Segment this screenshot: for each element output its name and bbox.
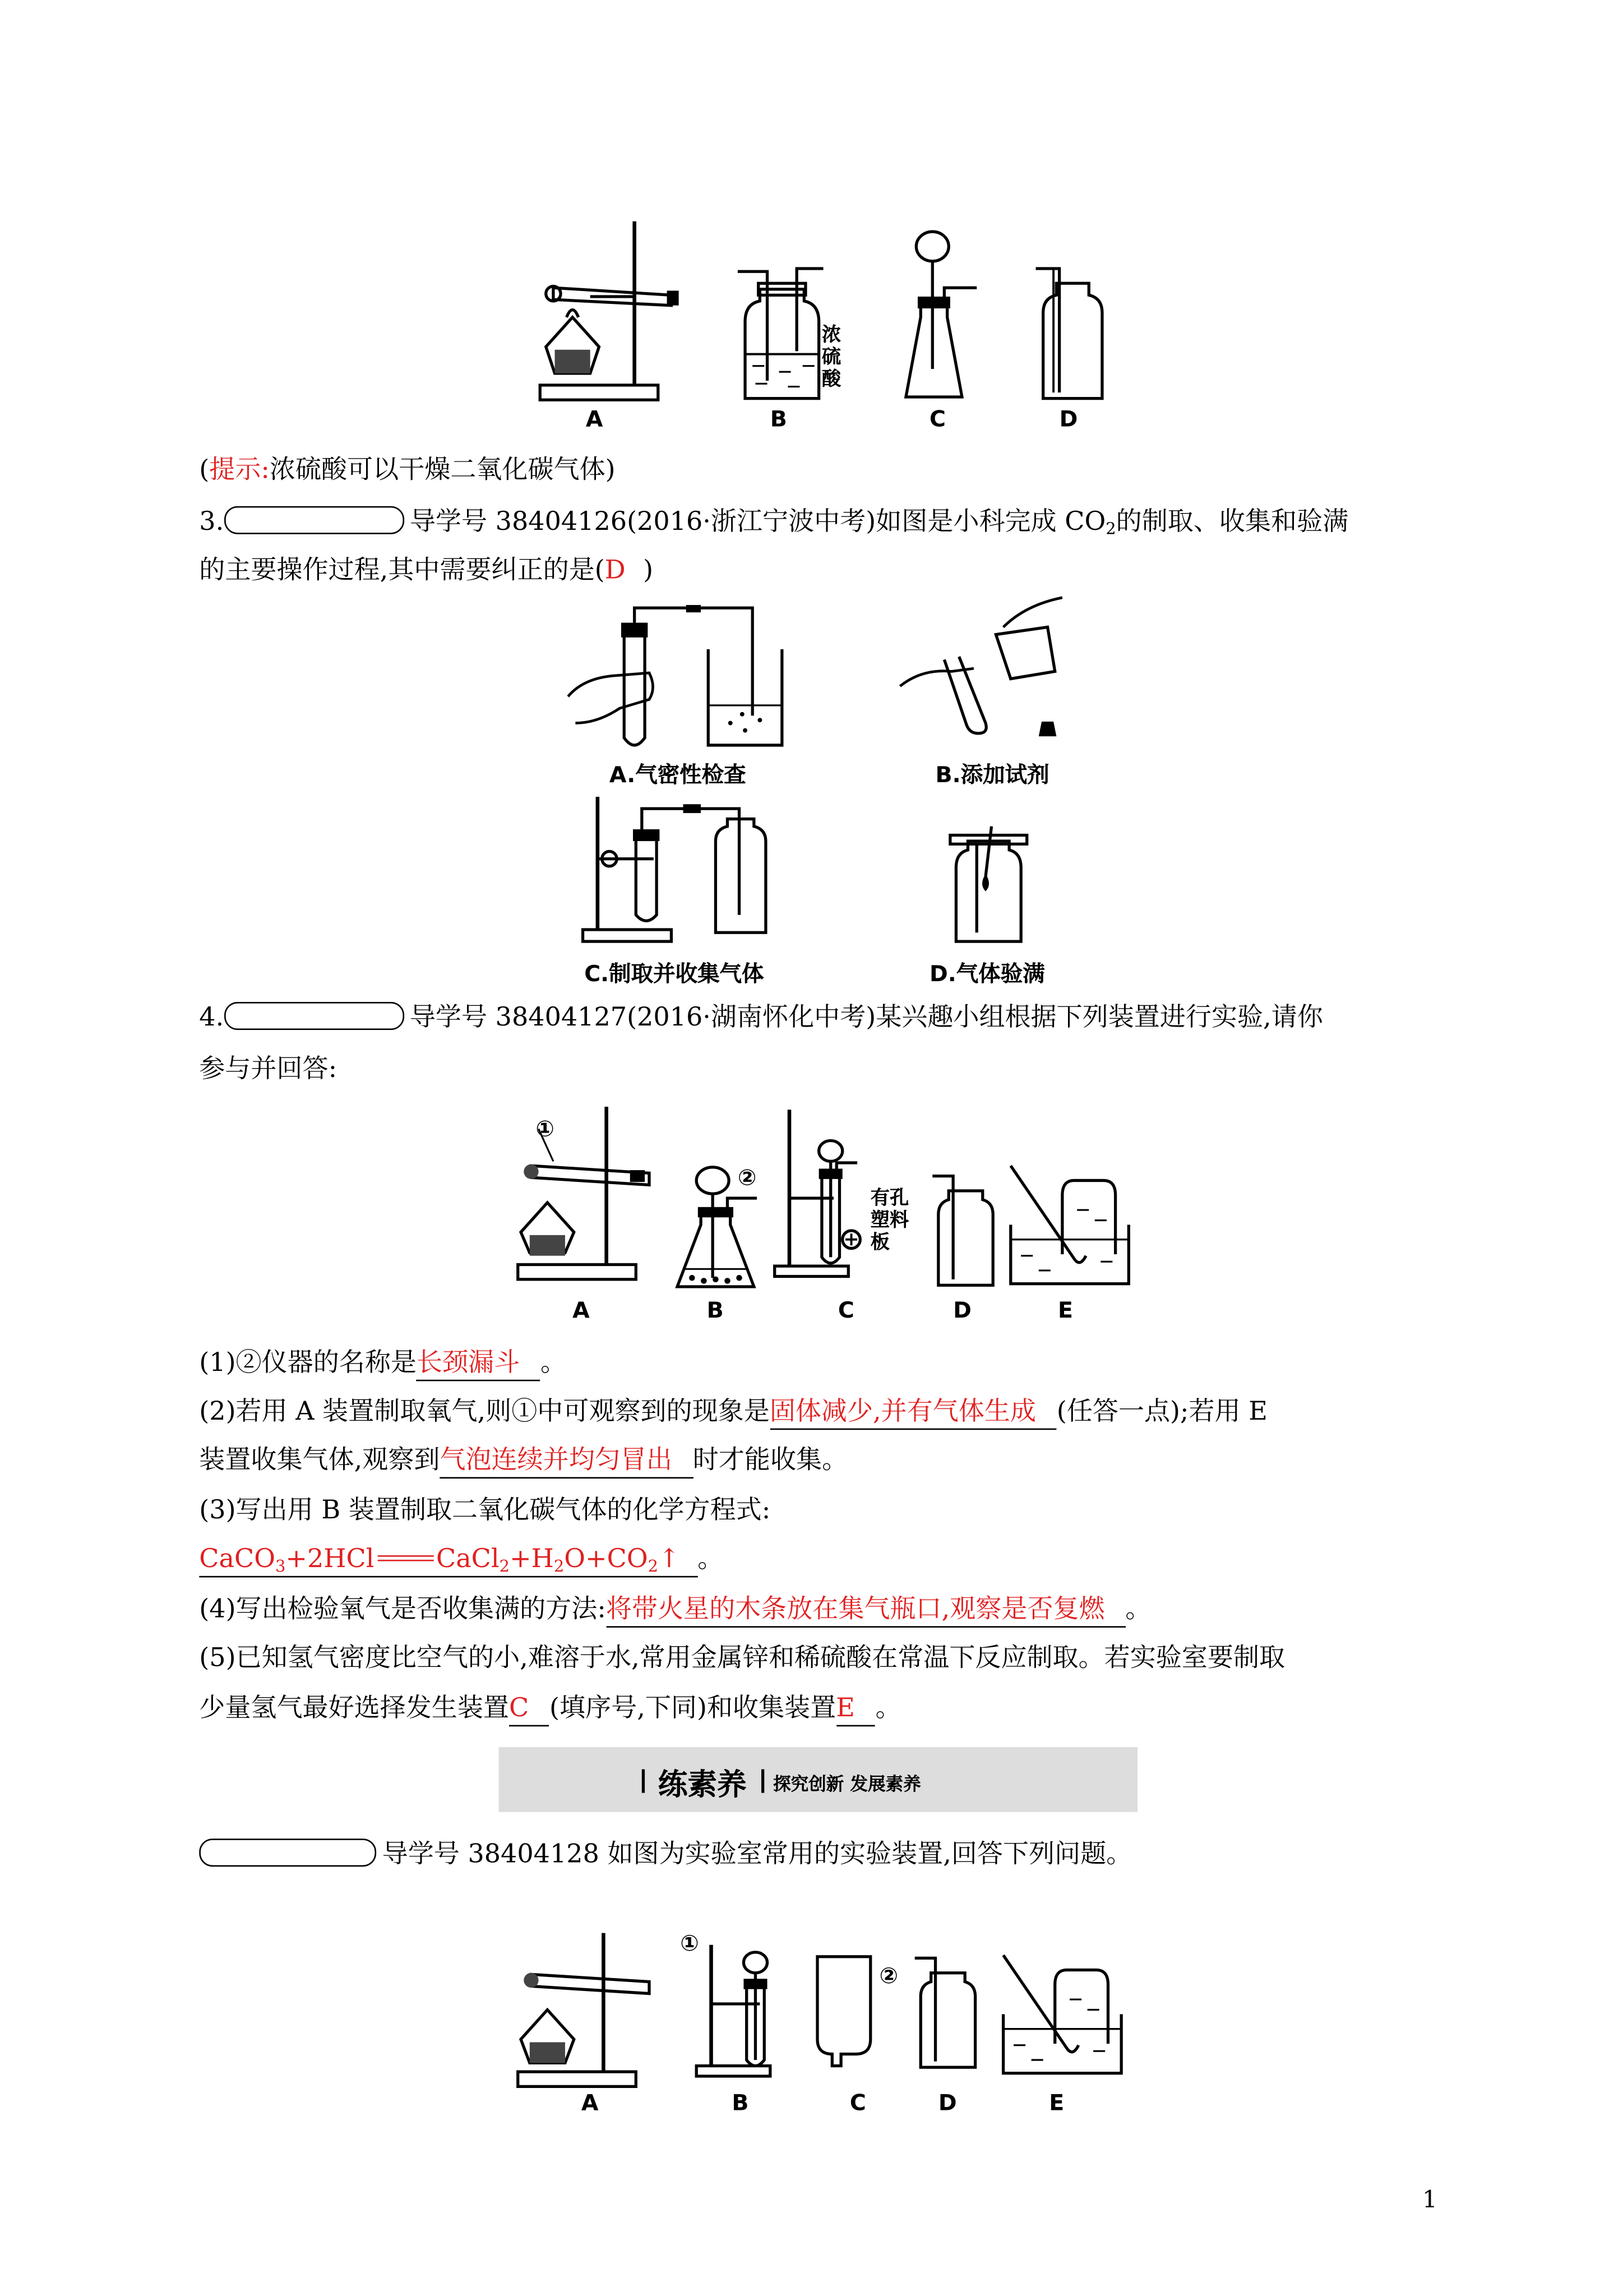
eq-right: $CaCl_2+H_2O+CO_2↑$ (436, 1545, 680, 1576)
q4-p1-answer: 长颈漏斗 (417, 1347, 540, 1382)
q5-label-c: C (849, 2089, 866, 2117)
difficulty-pill (224, 1002, 404, 1030)
q3-number: 3. (199, 507, 224, 537)
q4-line2: 参与并回答: (199, 1055, 337, 1085)
q4-p2-answer2: 气泡连续并均匀冒出 (440, 1445, 692, 1479)
banner-divider (761, 1770, 764, 1793)
q4-p4-answer: 将带火星的木条放在集气瓶口,观察是否复燃 (606, 1593, 1126, 1628)
q5-label-d: D (938, 2089, 957, 2117)
q3-text1-end: 的制取、收集和验满 (1116, 507, 1349, 537)
q3-close: ) (643, 556, 654, 586)
fig1-label-a: A (585, 405, 603, 433)
q4-part1 (199, 1347, 566, 1382)
q3-d-illustration (944, 826, 1033, 945)
page-number: 1 (1422, 2185, 1437, 2214)
q4-p2-prompt: (2)若用 A 装置制取氧气,则①中可观察到的现象是 (199, 1397, 770, 1427)
eq-sign (377, 1555, 433, 1562)
q4-p5-answer1: C (509, 1693, 549, 1727)
q5-d-illustration (915, 1955, 981, 2070)
q3-c-illustration (580, 797, 771, 944)
q3-line2 (199, 555, 653, 588)
apparatus-b-illustration (738, 262, 826, 403)
apparatus-c-illustration (900, 229, 988, 403)
q3-caption-a: A.气密性检查 (609, 761, 746, 788)
q4-label-e: E (1058, 1297, 1073, 1324)
section-banner (499, 1747, 1138, 1812)
q4-part2-line1 (199, 1396, 1268, 1430)
q4-text1: 导学号 38404127(2016·湖南怀化中考)某兴趣小组根据下列装置进行实验,请你 (409, 1003, 1323, 1033)
q5-text: 导学号 38404128 如图为实验室常用的实验装置,回答下列问题。 (382, 1840, 1132, 1870)
q5-c-illustration (811, 1951, 885, 2076)
q5-line1 (199, 1838, 1132, 1871)
q4-part5-line1: (5)已知氢气密度比空气的小,难溶于水,常用金属锌和稀硫酸在常温下反应制取。若实验室要制取 (199, 1643, 1286, 1674)
q3-b-illustration (900, 598, 1077, 745)
q5-label-b: B (732, 2089, 749, 2117)
q5-label-e: E (1049, 2089, 1065, 2117)
hint-open-paren: ( (199, 456, 210, 486)
q4-p2-prompt2: 装置收集气体,观察到 (199, 1446, 440, 1476)
hint-line (199, 455, 615, 487)
q4-number: 4. (199, 1003, 224, 1033)
q5-mark2: ② (879, 1962, 898, 1989)
difficulty-pill (199, 1838, 376, 1867)
q4-p1-prompt: (1)②仪器的名称是 (199, 1348, 417, 1379)
q3-sub: 2 (1106, 519, 1116, 539)
q4-mark2: ② (737, 1164, 757, 1191)
q3-answer: D (604, 556, 626, 586)
q4-label-a: A (572, 1297, 590, 1324)
q3-caption-b: B.添加试剂 (935, 761, 1049, 788)
q3-line1 (199, 506, 1348, 539)
q4-p2-mid: (任答一点);若用 E (1056, 1397, 1268, 1427)
q4-line1 (199, 1002, 1323, 1034)
q5-b-illustration (693, 1945, 804, 2078)
q4-part3: (3)写出用 B 装置制取二氧化碳气体的化学方程式: (199, 1496, 771, 1526)
q4-p4-prompt: (4)写出检验氧气是否收集满的方法: (199, 1595, 606, 1625)
bottle-label: 浓硫酸 (821, 324, 841, 391)
hint-label: 提示: (209, 456, 270, 486)
q4-a-illustration (509, 1100, 671, 1284)
eq-left: CaCO$_3$+2HCl (199, 1545, 374, 1576)
q4-label-b: B (706, 1297, 724, 1324)
q4-d-illustration (932, 1173, 998, 1288)
q5-mark1: ① (680, 1930, 699, 1957)
q4-label-c: C (838, 1297, 854, 1324)
q4-mark1: ① (535, 1115, 554, 1143)
q4-label-d: D (953, 1297, 972, 1324)
q3-caption-d: D.气体验满 (930, 960, 1045, 987)
q4-p5-answer2: E (836, 1693, 875, 1727)
q4-p5-end: 。 (875, 1694, 901, 1724)
q4-part2-line2 (199, 1445, 848, 1479)
q4-plate-label: 有孔塑料板 (870, 1188, 909, 1255)
q4-part4 (199, 1593, 1151, 1628)
q5-e-illustration (996, 1948, 1129, 2081)
section-subtitle: 探究创新 发展素养 (773, 1773, 921, 1795)
difficulty-pill (224, 506, 404, 534)
q4-p5-prompt: 少量氢气最好选择发生装置 (199, 1694, 509, 1724)
hint-text: 浓硫酸可以干燥二氧化碳气体) (269, 456, 616, 486)
eq-end: 。 (697, 1545, 724, 1575)
q4-c-illustration (771, 1110, 882, 1279)
q3-text2: 的主要操作过程,其中需要纠正的是( (199, 556, 605, 586)
q4-e-illustration (1004, 1158, 1136, 1291)
fig1-label-c: C (930, 405, 946, 433)
q3-a-illustration (568, 605, 789, 752)
q5-label-a: A (581, 2089, 599, 2117)
q4-p1-end: 。 (540, 1348, 567, 1379)
q4-equation (199, 1544, 723, 1578)
apparatus-d-illustration (1036, 262, 1110, 403)
banner-divider (642, 1770, 644, 1793)
apparatus-a-illustration (531, 214, 693, 406)
q4-p2-answer: 固体减少,并有气体生成 (770, 1396, 1057, 1430)
q3-caption-c: C.制取并收集气体 (584, 960, 764, 987)
section-title: 练素养 (658, 1766, 747, 1802)
q4-p4-end: 。 (1125, 1595, 1152, 1625)
q4-p5-mid: (填序号,下同)和收集装置 (549, 1694, 836, 1724)
q4-part5-line2 (199, 1693, 901, 1727)
fig1-label-d: D (1059, 405, 1078, 433)
q4-p2-end: 时才能收集。 (692, 1446, 848, 1476)
q3-text1: 导学号 38404126(2016·浙江宁波中考)如图是小科完成 CO (409, 507, 1106, 537)
fig1-label-b: B (770, 405, 787, 433)
